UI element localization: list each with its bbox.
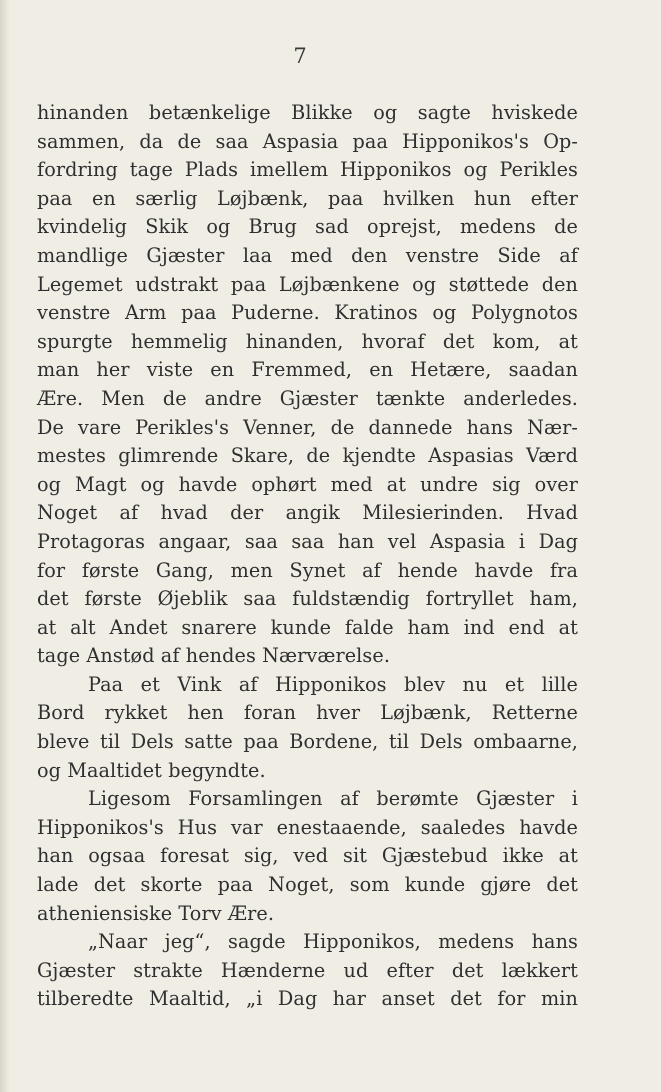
text-line: Gjæster strakte Hænderne ud efter det lækkert <box>37 958 578 982</box>
text-line: at alt Andet snarere kunde falde ham ind end at <box>37 615 578 639</box>
text-line: sammen, da de saa Aspasia paa Hipponikos's Op- <box>37 129 578 153</box>
text-line: og Magt og havde ophørt med at undre sig over <box>37 472 578 496</box>
text-line: Ære. Men de andre Gjæster tænkte anderledes. <box>37 386 578 410</box>
text-line: Hipponikos's Hus var enestaaende, saaledes havde <box>37 815 578 839</box>
text-line: kvindelig Skik og Brug sad oprejst, medens de <box>37 215 578 239</box>
text-line: tilberedte Maaltid, „i Dag har anset det for min <box>37 987 578 1011</box>
body-text <box>37 99 578 1014</box>
text-line: atheniensiske Torv Ære. <box>37 901 275 925</box>
text-line: spurgte hemmelig hinanden, hvoraf det kom, at <box>37 329 578 353</box>
page-number: 7 <box>293 44 307 68</box>
page-edge-shadow <box>0 0 10 1092</box>
text-line: Noget af hvad der angik Milesierinden. Hvad <box>37 501 578 525</box>
text-line: mestes glimrende Skare, de kjendte Aspasias Værd <box>37 444 578 468</box>
text-line: paa en særlig Løjbænk, paa hvilken hun efter <box>37 186 578 210</box>
text-line: Ligesom Forsamlingen af berømte Gjæster i <box>88 787 578 811</box>
text-line: „Naar jeg“, sagde Hipponikos, medens hans <box>88 930 578 954</box>
text-line: det første Øjeblik saa fuldstændig fortryllet ham, <box>37 587 578 611</box>
text-line: venstre Arm paa Puderne. Kratinos og Polygnotos <box>37 301 578 325</box>
text-line: man her viste en Fremmed, en Hetære, saadan <box>37 358 578 382</box>
text-line: Bord rykket hen foran hver Løjbænk, Retterne <box>37 701 578 725</box>
text-line: bleve til Dels satte paa Bordene, til Dels ombaarne, <box>37 730 578 754</box>
text-line: Legemet udstrakt paa Løjbænkene og støttede den <box>37 272 578 296</box>
text-line: mandlige Gjæster laa med den venstre Side af <box>37 243 578 267</box>
text-line: han ogsaa foresat sig, ved sit Gjæstebud ikke at <box>37 844 578 868</box>
text-line: for første Gang, men Synet af hende havde fra <box>37 558 578 582</box>
text-line: hinanden betænkelige Blikke og sagte hviskede <box>37 101 578 124</box>
text-line: og Maaltidet begyndte. <box>37 758 266 782</box>
text-line: tage Anstød af hendes Nærværelse. <box>37 644 391 668</box>
text-line: Protagoras angaar, saa saa han vel Aspasia i Dag <box>37 529 578 553</box>
text-line: De vare Perikles's Venner, de dannede hans Nær- <box>37 415 578 439</box>
text-line: fordring tage Plads imellem Hipponikos og Perikles <box>37 158 578 182</box>
text-line: Paa et Vink af Hipponikos blev nu et lille <box>88 672 578 696</box>
text-line: lade det skorte paa Noget, som kunde gjøre det <box>37 873 578 897</box>
